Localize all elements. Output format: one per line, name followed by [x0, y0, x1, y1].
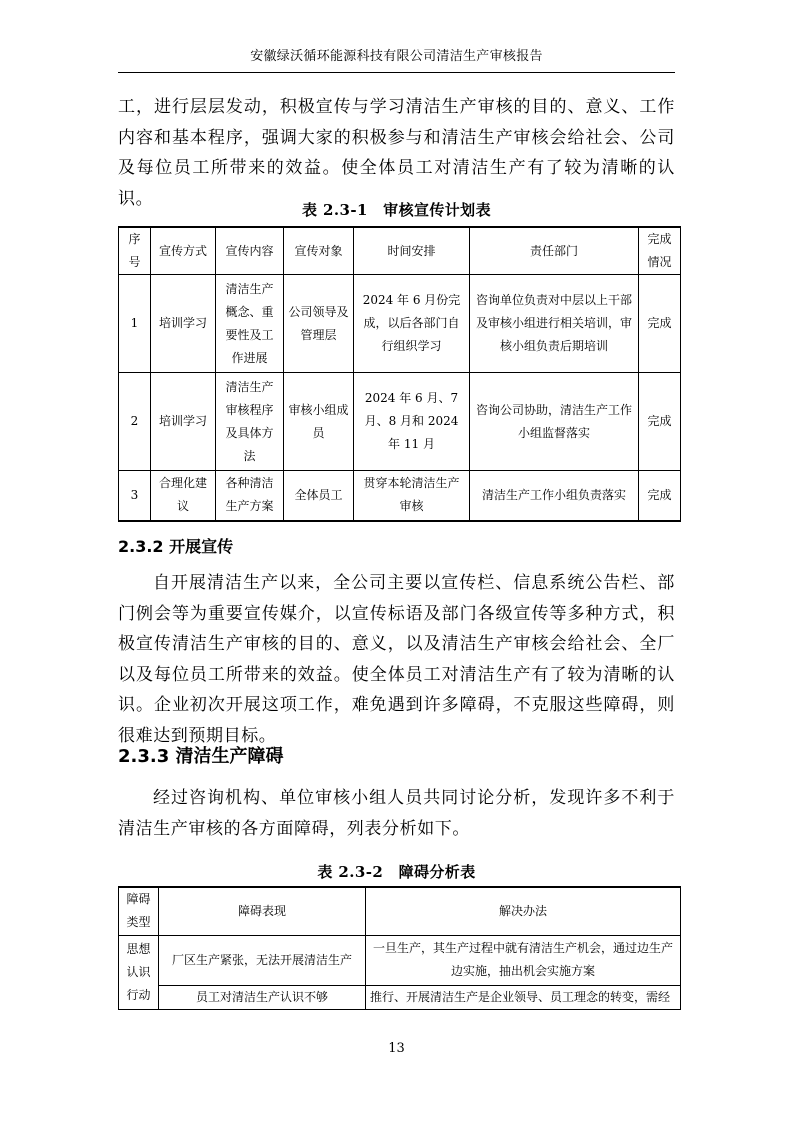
cell-content: 各种清洁生产方案 — [216, 471, 284, 521]
page-number: 13 — [388, 1041, 405, 1056]
col-header-content: 宣传内容 — [216, 227, 284, 275]
col-header-solution: 解决办法 — [366, 887, 681, 935]
cell-content: 清洁生产审核程序及具体方法 — [216, 373, 284, 471]
cell-seq: 3 — [119, 471, 151, 521]
col-header-method: 宣传方式 — [151, 227, 216, 275]
col-header-obstacle-type: 障碍类型 — [119, 887, 159, 935]
col-header-department: 责任部门 — [470, 227, 639, 275]
table1-caption: 表 2.3-1 审核宣传计划表 — [302, 201, 491, 219]
cell-content: 清洁生产概念、重要性及工作进展 — [216, 275, 284, 373]
table-row — [119, 275, 681, 373]
cell-schedule: 2024 年 6 月、7 月、8 月和 2024 年 11 月 — [354, 373, 470, 471]
col-header-status: 完成情况 — [639, 227, 681, 275]
cell-department: 咨询公司协助，清洁生产工作小组监督落实 — [470, 373, 639, 471]
cell-solution: 一旦生产，其生产过程中就有清洁生产机会，通过边生产边实施，抽出机会实施方案 — [366, 935, 681, 985]
running-header: 安徽绿沃循环能源科技有限公司清洁生产审核报告 — [250, 49, 543, 64]
table-row — [119, 471, 681, 521]
section-2-3-3-paragraph: 经过咨询机构、单位审核小组人员共同讨论分析，发现许多不利于清洁生产审核的各方面障碍，列表分析如下。 — [118, 788, 675, 839]
cell-status: 完成 — [639, 373, 681, 471]
cell-schedule: 贯穿本轮清洁生产审核 — [354, 471, 470, 521]
table-header-row — [119, 227, 681, 275]
section-heading-2-3-2: 2.3.2 开展宣传 — [118, 537, 234, 556]
table-row — [119, 985, 681, 1009]
cell-manifestation: 厂区生产紧张，无法开展清洁生产 — [159, 935, 366, 985]
cell-method: 培训学习 — [151, 373, 216, 471]
table-header-row — [119, 887, 681, 935]
col-header-audience: 宣传对象 — [284, 227, 354, 275]
table2-caption: 表 2.3-2 障碍分析表 — [317, 863, 476, 881]
col-header-obstacle-manifestation: 障碍表现 — [159, 887, 366, 935]
col-header-seq: 序号 — [119, 227, 151, 275]
cell-seq: 1 — [119, 275, 151, 373]
cell-audience: 公司领导及管理层 — [284, 275, 354, 373]
cell-solution: 推行、开展清洁生产是企业领导、员工理念的转变，需经 — [366, 985, 681, 1009]
cell-status: 完成 — [639, 275, 681, 373]
cell-audience: 全体员工 — [284, 471, 354, 521]
cell-method: 合理化建议 — [151, 471, 216, 521]
cell-department: 咨询单位负责对中层以上干部及审核小组进行相关培训，审核小组负责后期培训 — [470, 275, 639, 373]
obstacle-analysis-table — [118, 886, 681, 1010]
intro-paragraph: 工，进行层层发动，积极宣传与学习清洁生产审核的目的、意义、工作内容和基本程序，强调大家的积极参与和清洁生产审核会给社会、公司及每位员工所带来的效益。使全体员工对清洁生产有了较为清晰的认识。 — [118, 97, 675, 209]
section-2-3-2-paragraph: 自开展清洁生产以来，全公司主要以宣传栏、信息系统公告栏、部门例会等为重要宣传媒介，以宣传标语及部门各级宣传等多种方式，积极宣传清洁生产审核的目的、意义，以及清洁生产审核会给社会、全厂以及每位员工所带来的效益。使全体员工对清洁生产有了较为清晰的认识。企业初次开展这项工作，难免遇到许多障碍，不克服这些障碍，则很难达到预期目标。 — [118, 573, 675, 746]
cell-department: 清洁生产工作小组负责落实 — [470, 471, 639, 521]
col-header-schedule: 时间安排 — [354, 227, 470, 275]
section-heading-2-3-3: 2.3.3 清洁生产障碍 — [118, 746, 284, 767]
table-row — [119, 935, 681, 985]
cell-obstacle-type: 思想认识行动 — [119, 935, 159, 1009]
table-row — [119, 373, 681, 471]
cell-manifestation: 员工对清洁生产认识不够 — [159, 985, 366, 1009]
cell-seq: 2 — [119, 373, 151, 471]
cell-method: 培训学习 — [151, 275, 216, 373]
cell-audience: 审核小组成员 — [284, 373, 354, 471]
cell-status: 完成 — [639, 471, 681, 521]
header-rule — [118, 72, 675, 73]
cell-schedule: 2024 年 6 月份完成，以后各部门自行组织学习 — [354, 275, 470, 373]
publicity-plan-table — [118, 226, 681, 522]
